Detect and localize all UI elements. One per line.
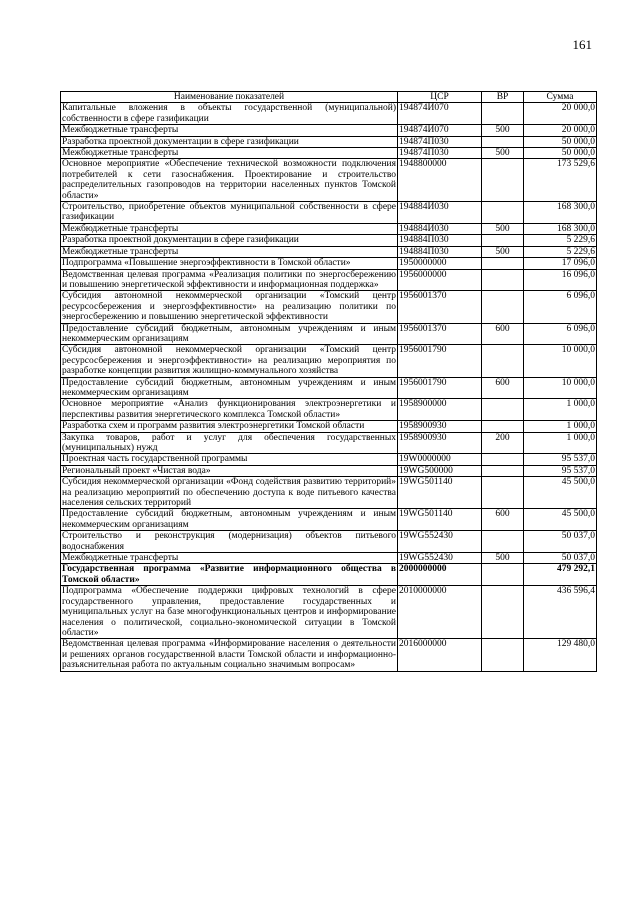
row-vr-cell: 500: [482, 246, 524, 257]
row-vr-cell: [482, 291, 524, 323]
row-csr-cell: 1948800000: [398, 159, 482, 202]
row-name-cell: Межбюджетные трансферты: [61, 223, 398, 234]
row-sum-cell: 45 500,0: [524, 509, 597, 531]
row-sum-cell: 20 000,0: [524, 125, 597, 136]
row-sum-cell: 17 096,0: [524, 258, 597, 269]
table-row: [61, 148, 597, 159]
table-row: [61, 235, 597, 246]
row-csr-cell: 194884П030: [398, 246, 482, 257]
row-vr-cell: [482, 136, 524, 147]
table-header-row: [61, 92, 597, 103]
row-vr-cell: [482, 639, 524, 671]
row-name-cell: Межбюджетные трансферты: [61, 246, 398, 257]
table-row: [61, 269, 597, 291]
row-sum-cell: 168 300,0: [524, 202, 597, 224]
row-name-cell: Основное мероприятие «Обеспечение технической возможности подключения потребителей к сети газоснабжения. Проектирование и строительство распределительных газопроводов на территории населенных пунктов Томской области»: [62, 159, 396, 201]
row-vr-cell: 600: [482, 377, 524, 399]
row-csr-cell: 1956000000: [398, 269, 482, 291]
row-csr-cell: 194874И070: [398, 125, 482, 136]
table-row: [61, 159, 597, 202]
row-sum-cell: 16 096,0: [524, 269, 597, 291]
row-vr-cell: [482, 399, 524, 421]
row-vr-cell: [482, 269, 524, 291]
page-number: 161: [572, 37, 592, 52]
row-sum-cell: 1 000,0: [524, 421, 597, 432]
row-sum-cell: 168 300,0: [524, 223, 597, 234]
row-sum-cell: 10 000,0: [524, 377, 597, 399]
table-row: [61, 639, 597, 671]
header-csr: ЦСР: [398, 92, 482, 103]
row-name-cell: Ведомственная целевая программа «Реализация политики по энергосбережению и повышению энергетической эффективности и информационная поддержка»: [62, 269, 396, 290]
table-row: [61, 432, 597, 454]
row-name-cell: Подпрограмма «Повышение энергоэффективности в Томской области»: [61, 258, 398, 269]
row-name-cell: Закупка товаров, работ и услуг для обеспечения государственных (муниципальных) нужд: [62, 432, 396, 453]
row-csr-cell: 1950000000: [398, 258, 482, 269]
row-name-cell: Межбюджетные трансферты: [61, 125, 398, 136]
row-vr-cell: 500: [482, 125, 524, 136]
row-sum-cell: 129 480,0: [524, 639, 597, 671]
row-name-cell: Ведомственная целевая программа «Информирование населения о деятельности и решениях органов государственной власти Томской области и информационно-разъяснительная работа по актуальным социально значимым вопросам»: [62, 639, 396, 671]
table-row: [61, 399, 597, 421]
row-vr-cell: 600: [482, 323, 524, 345]
row-vr-cell: [482, 345, 524, 377]
row-vr-cell: [482, 421, 524, 432]
row-sum-cell: 479 292,1: [524, 564, 597, 586]
table-row: [61, 202, 597, 224]
row-name-cell: Межбюджетные трансферты: [61, 553, 398, 564]
row-sum-cell: 1 000,0: [524, 432, 597, 454]
table-row: [61, 465, 597, 476]
row-name-cell: Капитальные вложения в объекты государственной (муниципальной) собственности в сфере газификации: [62, 103, 396, 124]
row-csr-cell: 1956001790: [398, 377, 482, 399]
table-row: [61, 258, 597, 269]
row-csr-cell: 19WG501140: [398, 509, 482, 531]
row-csr-cell: 2010000000: [398, 586, 482, 639]
row-csr-cell: 19WG501140: [398, 477, 482, 509]
row-csr-cell: 194874П030: [398, 136, 482, 147]
row-name-cell: Строительство и реконструкция (модернизация) объектов питьевого водоснабжения: [62, 531, 396, 552]
row-name-cell: Основное мероприятие «Анализ функционирования электроэнергетики и перспективы развития энергетического комплекса Томской области»: [62, 399, 396, 420]
table-row: [61, 586, 597, 639]
row-sum-cell: 10 000,0: [524, 345, 597, 377]
table-row: [61, 345, 597, 377]
row-csr-cell: 1956001790: [398, 345, 482, 377]
row-name-cell: Разработка схем и программ развития электроэнергетики Томской области: [61, 421, 398, 432]
row-sum-cell: 50 000,0: [524, 136, 597, 147]
row-vr-cell: [482, 531, 524, 553]
row-vr-cell: 500: [482, 223, 524, 234]
row-sum-cell: 50 037,0: [524, 553, 597, 564]
row-name-cell: Разработка проектной документации в сфере газификации: [61, 136, 398, 147]
table-row: [61, 454, 597, 465]
row-sum-cell: 6 096,0: [524, 323, 597, 345]
table-row: [61, 323, 597, 345]
row-vr-cell: [482, 586, 524, 639]
row-vr-cell: [482, 235, 524, 246]
row-vr-cell: [482, 159, 524, 202]
row-csr-cell: 194874И070: [398, 103, 482, 125]
table-row: [61, 136, 597, 147]
table-row: [61, 223, 597, 234]
row-csr-cell: 19WG500000: [398, 465, 482, 476]
row-csr-cell: 19WG552430: [398, 553, 482, 564]
row-sum-cell: 20 000,0: [524, 103, 597, 125]
row-name-cell: Проектная часть государственной программы: [61, 454, 398, 465]
row-csr-cell: 194884И030: [398, 223, 482, 234]
table-row: [61, 291, 597, 323]
row-csr-cell: 1958900930: [398, 432, 482, 454]
row-csr-cell: 19WG552430: [398, 531, 482, 553]
header-name: Наименование показателей: [61, 92, 398, 103]
row-sum-cell: 5 229,6: [524, 246, 597, 257]
row-name-cell: Подпрограмма «Обеспечение поддержки цифровых технологий в сфере государственного управления, предоставление государственных и муниципальных услуг на базе многофункциональных центров и информирование населения о политической, социально-экономической ситуации в Томской области»: [62, 586, 396, 638]
row-csr-cell: 1958900000: [398, 399, 482, 421]
row-csr-cell: 2000000000: [398, 564, 482, 586]
row-name-cell: Субсидия автономной некоммерческой организации «Томский центр ресурсосбережения и энергоэффективности» на реализацию политики по энергосбережению и повышению энергетической эффективности: [62, 291, 396, 323]
row-vr-cell: 600: [482, 509, 524, 531]
row-csr-cell: 194884П030: [398, 235, 482, 246]
row-name-cell: Региональный проект «Чистая вода»: [61, 465, 398, 476]
row-vr-cell: [482, 202, 524, 224]
row-vr-cell: [482, 564, 524, 586]
table-row: [61, 564, 597, 586]
row-sum-cell: 95 537,0: [524, 465, 597, 476]
row-vr-cell: [482, 258, 524, 269]
row-sum-cell: 50 000,0: [524, 148, 597, 159]
row-csr-cell: 194874П030: [398, 148, 482, 159]
row-name-cell: Разработка проектной документации в сфере газификации: [61, 235, 398, 246]
table-row: [61, 553, 597, 564]
table-row: [61, 377, 597, 399]
row-name-cell: Субсидия автономной некоммерческой организации «Томский центр ресурсосбережения и энергоэффективности» на реализацию мероприятия по разработке концепции развития жилищно-коммунального хозяйства: [62, 345, 396, 377]
row-vr-cell: [482, 454, 524, 465]
row-name-cell: Предоставление субсидий бюджетным, автономным учреждениям и иным некоммерческим организациям: [62, 509, 396, 530]
table-row: [61, 509, 597, 531]
row-vr-cell: 500: [482, 148, 524, 159]
row-name-cell: Предоставление субсидий бюджетным, автономным учреждениям и иным некоммерческим организациям: [62, 323, 396, 344]
row-vr-cell: [482, 465, 524, 476]
table-row: [61, 246, 597, 257]
row-sum-cell: 436 596,4: [524, 586, 597, 639]
row-sum-cell: 5 229,6: [524, 235, 597, 246]
row-sum-cell: 1 000,0: [524, 399, 597, 421]
row-name-cell: Субсидия некоммерческой организации «Фонд содействия развитию территорий» на реализацию мероприятий по обеспечению доступа к воде питьевого качества населения сельских территорий: [62, 477, 396, 509]
row-vr-cell: [482, 477, 524, 509]
row-csr-cell: 194884И030: [398, 202, 482, 224]
row-sum-cell: 45 500,0: [524, 477, 597, 509]
row-name-cell: Межбюджетные трансферты: [61, 148, 398, 159]
table-row: [61, 125, 597, 136]
table-row: [61, 477, 597, 509]
budget-table: [60, 91, 597, 672]
table-row: [61, 531, 597, 553]
row-sum-cell: 173 529,6: [524, 159, 597, 202]
row-csr-cell: 2016000000: [398, 639, 482, 671]
row-vr-cell: 500: [482, 553, 524, 564]
table-row: [61, 421, 597, 432]
row-vr-cell: [482, 103, 524, 125]
row-name-cell: Предоставление субсидий бюджетным, автономным учреждениям и иным некоммерческим организациям: [62, 377, 396, 398]
table-row: [61, 103, 597, 125]
row-sum-cell: 6 096,0: [524, 291, 597, 323]
row-sum-cell: 95 537,0: [524, 454, 597, 465]
row-csr-cell: 1956001370: [398, 323, 482, 345]
row-name-cell: Государственная программа «Развитие информационного общества в Томской области»: [62, 564, 396, 585]
header-sum: Сумма: [524, 92, 597, 103]
row-csr-cell: 19W0000000: [398, 454, 482, 465]
row-sum-cell: 50 037,0: [524, 531, 597, 553]
header-vr: ВР: [482, 92, 524, 103]
row-vr-cell: 200: [482, 432, 524, 454]
row-csr-cell: 1956001370: [398, 291, 482, 323]
row-csr-cell: 1958900930: [398, 421, 482, 432]
row-name-cell: Строительство, приобретение объектов муниципальной собственности в сфере газификации: [62, 202, 396, 223]
